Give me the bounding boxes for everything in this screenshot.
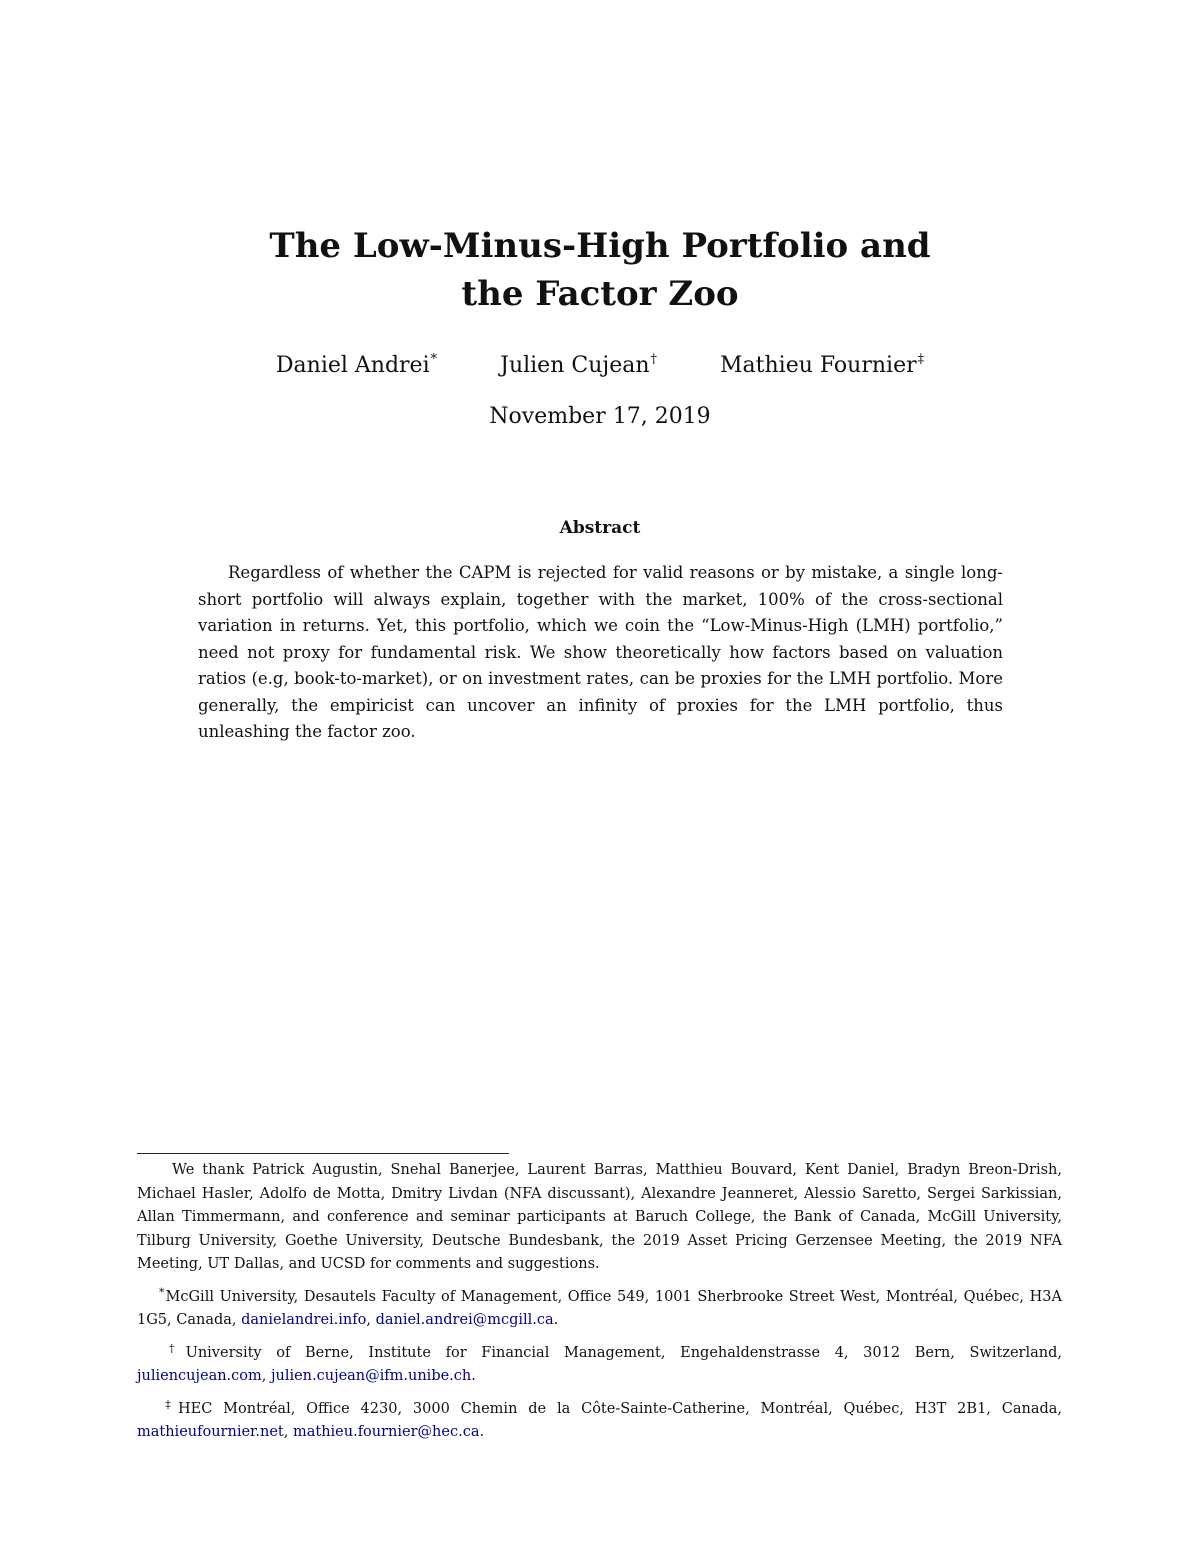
andrei-website-link[interactable]: danielandrei.info [241, 1312, 367, 1328]
footnote-andrei [137, 1281, 1062, 1333]
footnote-separator: , [261, 1368, 271, 1384]
author-footnote-mark: ‡ [917, 352, 925, 367]
footnote-end: . [553, 1312, 559, 1328]
abstract-heading: Abstract [559, 518, 641, 538]
andrei-email-link[interactable]: daniel.andrei@mcgill.ca [375, 1312, 554, 1328]
author-andrei [276, 345, 437, 381]
title-line-1: The Low-Minus-High Portfolio and [269, 226, 931, 266]
paper-title [0, 222, 1200, 318]
author-name: Julien Cujean [500, 353, 650, 378]
author-cujean [500, 345, 657, 381]
paper-date: November 17, 2019 [489, 404, 711, 429]
footnotes [137, 1159, 1062, 1449]
cujean-website-link[interactable]: juliencujean.com [137, 1368, 262, 1384]
title-line-2: the Factor Zoo [461, 274, 739, 314]
footnote-end: . [479, 1424, 485, 1440]
footnote-mark: ‡ [159, 1397, 177, 1411]
footnote-acknowledgment-text: We thank Patrick Augustin, Snehal Banerjee, Laurent Barras, Matthieu Bouvard, Kent Daniel, Bradyn Breon-Drish, Michael Hasler, Adolfo de Motta, Dmitry Livdan (NFA discussant), Alexandre Jeanneret, Alessio Saretto, Sergei Sarkissian, Allan Timmermann, and conference and seminar participants at Baruch College, the Bank of Canada, McGill University, Tilburg University, Goethe University, Deutsche Bundesbank, the 2019 Asset Pricing Gerzensee Meeting, the 2019 NFA Meeting, UT Dallas, and UCSD for comments and suggestions. [137, 1162, 1062, 1272]
footnote-fournier-text: HEC Montréal, Office 4230, 3000 Chemin de la Côte-Sainte-Catherine, Montréal, Québec, H3T 2B1, Canada, [178, 1400, 1063, 1417]
cujean-email-link[interactable]: julien.cujean@ifm.unibe.ch [270, 1368, 472, 1384]
footnote-acknowledgment [137, 1159, 1062, 1277]
author-footnote-mark: * [430, 352, 438, 367]
footnote-separator: , [366, 1312, 376, 1328]
footnote-mark: * [159, 1285, 165, 1299]
footnote-separator: , [283, 1424, 293, 1440]
author-name: Mathieu Fournier [720, 353, 917, 378]
footnote-divider [137, 1153, 509, 1154]
fournier-email-link[interactable]: mathieu.fournier@hec.ca [292, 1424, 480, 1440]
footnote-mark: † [159, 1341, 185, 1355]
footnote-andrei-text: McGill University, Desautels Faculty of Management, Office 549, 1001 Sherbrooke Street West, Montréal, Québec, H3A 1G5, Canada, [137, 1288, 1062, 1328]
abstract-text: Regardless of whether the CAPM is rejected for valid reasons or by mistake, a single long-short portfolio will always explain, together with the market, 100% of the cross-sectional variation in returns. Yet, this portfolio, which we coin the “Low-Minus-High (LMH) portfolio,” need not proxy for fundamental risk. We show theoretically how factors based on valuation ratios (e.g, book-to-market), or on investment rates, can be proxies for the LMH portfolio. More generally, the empiricist can uncover an infinity of proxies for the LMH portfolio, thus unleashing the factor zoo. [198, 563, 1003, 741]
author-footnote-mark: † [650, 352, 657, 367]
author-list [0, 345, 1200, 381]
fournier-website-link[interactable]: mathieufournier.net [137, 1424, 284, 1440]
footnote-end: . [471, 1368, 476, 1384]
footnote-cujean-text: University of Berne, Institute for Financial Management, Engehaldenstrasse 4, 3012 Bern, Switzerland, [185, 1344, 1063, 1361]
footnote-fournier [137, 1393, 1062, 1445]
author-fournier [720, 345, 924, 381]
author-name: Daniel Andrei [275, 353, 430, 378]
footnote-cujean [137, 1337, 1062, 1389]
